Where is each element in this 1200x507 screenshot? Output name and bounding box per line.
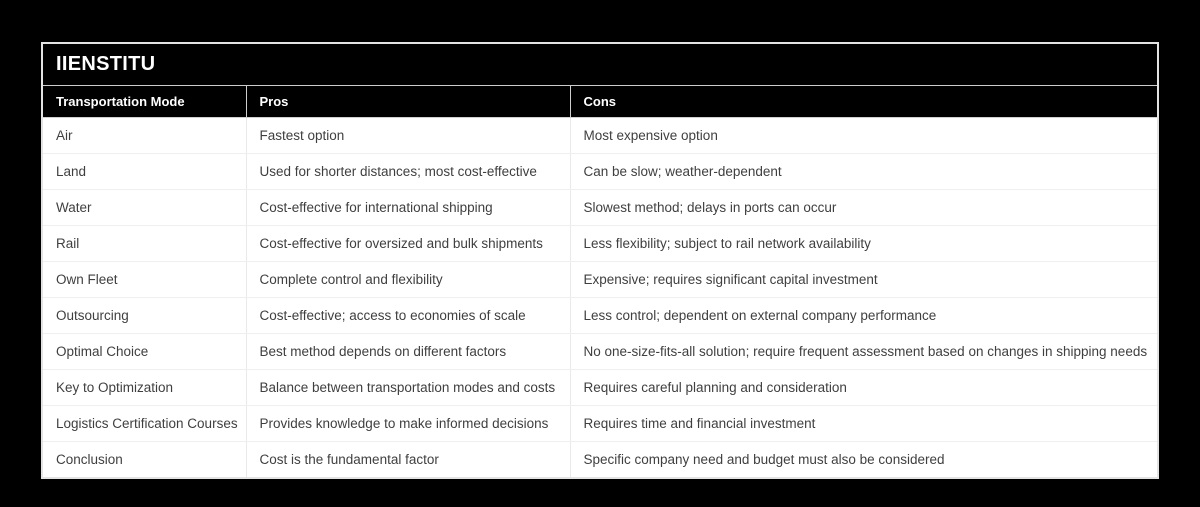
transportation-comparison-table: [43, 86, 1157, 477]
cell-cons: Less control; dependent on external company performance: [570, 298, 1157, 334]
cell-pros: Cost-effective for international shipping: [246, 190, 570, 226]
header-row: [43, 86, 1157, 118]
cell-mode: Key to Optimization: [43, 370, 246, 406]
cell-pros: Provides knowledge to make informed decisions: [246, 406, 570, 442]
table-row: [43, 226, 1157, 262]
cell-cons: Less flexibility; subject to rail network availability: [570, 226, 1157, 262]
cell-pros: Cost-effective; access to economies of scale: [246, 298, 570, 334]
cell-pros: Used for shorter distances; most cost-effective: [246, 154, 570, 190]
cell-mode: Rail: [43, 226, 246, 262]
table-row: [43, 118, 1157, 154]
cell-cons: Slowest method; delays in ports can occur: [570, 190, 1157, 226]
cell-cons: Can be slow; weather-dependent: [570, 154, 1157, 190]
table-row: [43, 154, 1157, 190]
cell-mode: Logistics Certification Courses: [43, 406, 246, 442]
cell-pros: Balance between transportation modes and costs: [246, 370, 570, 406]
cell-pros: Complete control and flexibility: [246, 262, 570, 298]
cell-cons: Requires time and financial investment: [570, 406, 1157, 442]
table-row: [43, 442, 1157, 478]
cell-mode: Conclusion: [56, 452, 123, 467]
cell-mode: Land: [43, 154, 246, 190]
cell-pros: Best method depends on different factors: [246, 334, 570, 370]
cell-cons: Requires careful planning and consideration: [570, 370, 1157, 406]
table-row: [43, 406, 1157, 442]
cell-mode: Water: [43, 190, 246, 226]
cell-pros: Cost-effective for oversized and bulk shipments: [246, 226, 570, 262]
cell-cons: Most expensive option: [570, 118, 1157, 154]
comparison-card: [41, 42, 1159, 479]
column-header-transportation-mode: Transportation Mode: [43, 86, 246, 118]
cell-mode: Outsourcing: [43, 298, 246, 334]
cell-pros: Cost is the fundamental factor: [246, 442, 570, 478]
cell-cons: Expensive; requires significant capital investment: [570, 262, 1157, 298]
column-header-pros: Pros: [246, 86, 570, 118]
cell-pros: Fastest option: [246, 118, 570, 154]
cell-cons: Specific company need and budget must also be considered: [570, 442, 1157, 478]
brand-bar: [43, 44, 1157, 86]
cell-cons: No one-size-fits-all solution; require frequent assessment based on changes in shipping needs: [570, 334, 1157, 370]
cell-mode: Air: [43, 118, 246, 154]
table-row: [43, 334, 1157, 370]
table-row: [43, 370, 1157, 406]
column-header-cons: Cons: [570, 86, 1157, 118]
brand-title: IIENSTITU: [56, 53, 156, 75]
table-row: [43, 190, 1157, 226]
table-row: [43, 298, 1157, 334]
cell-mode: Optimal Choice: [43, 334, 246, 370]
table-row: [43, 262, 1157, 298]
cell-mode: Own Fleet: [43, 262, 246, 298]
